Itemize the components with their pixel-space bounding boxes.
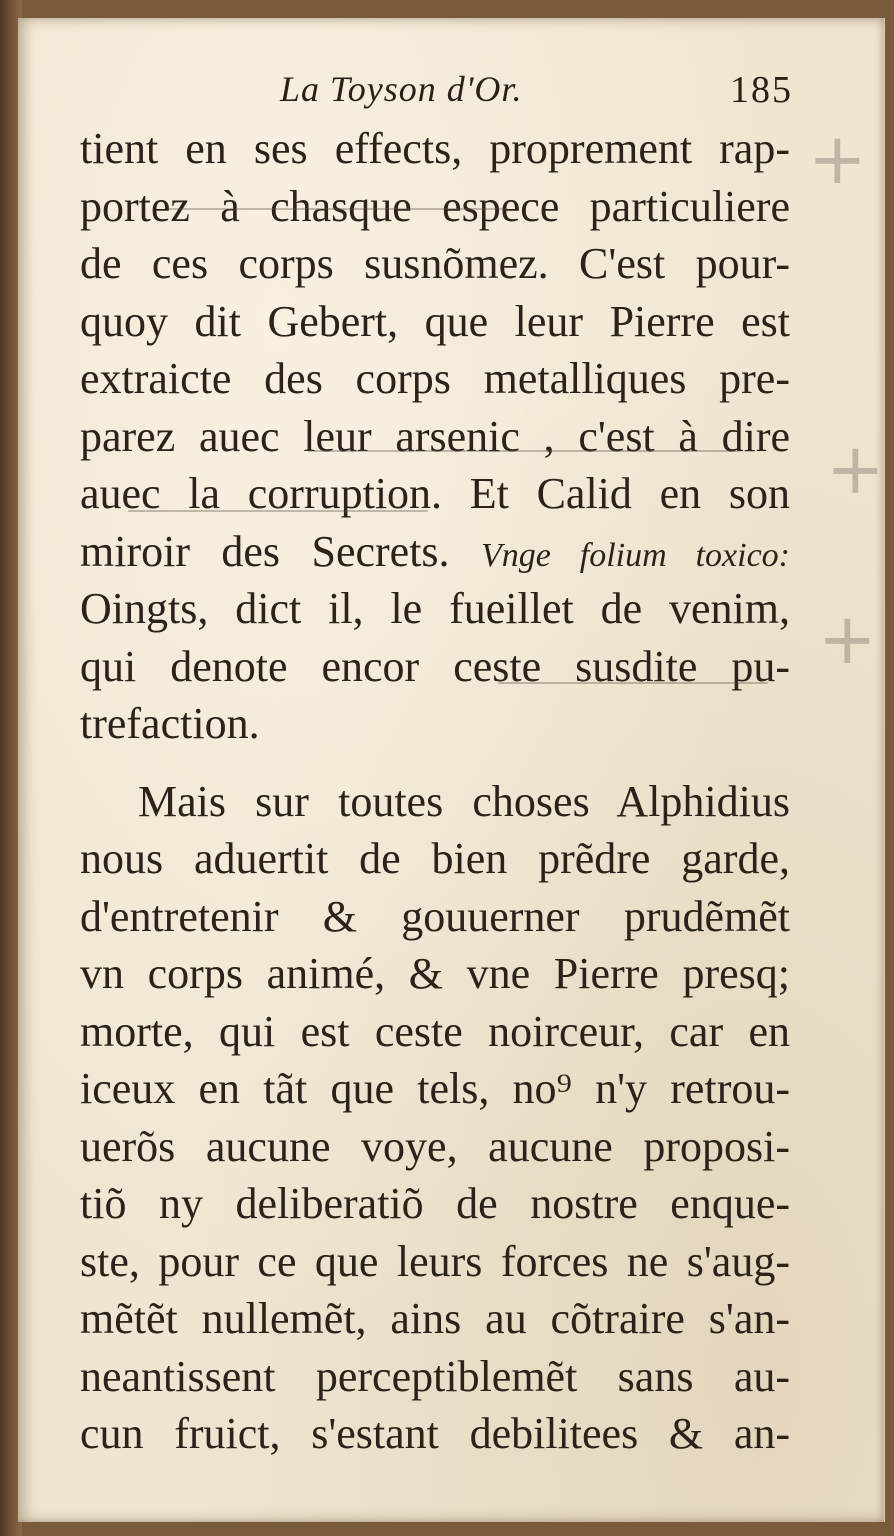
- text-line: de ces corps susnõmez. C'est pour-: [80, 239, 790, 288]
- latin-quote: Vnge folium toxico:: [480, 536, 790, 574]
- text-line: vn corps animé, & vne Pierre presq;: [80, 949, 790, 998]
- margin-plus-mark: +: [808, 118, 867, 200]
- page-number: 185: [730, 69, 793, 111]
- text-line: mẽtẽt nullemẽt, ains au cõtraire s'an-: [80, 1294, 790, 1343]
- page-header: [18, 68, 884, 124]
- text-line: extraicte des corps metalliques pre-: [80, 354, 790, 403]
- running-title: La Toyson d'Or.: [280, 69, 523, 109]
- text-line: parez auec leur arsenic , c'est à dire: [80, 411, 790, 461]
- text-line: quoy dit Gebert, que leur Pierre est: [80, 296, 790, 346]
- text-line-latin: [80, 523, 790, 581]
- text-line: iceux en tãt que tels, no⁹ n'y retrou-: [80, 1064, 790, 1113]
- text-line: qui denote encor ceste susdite pu-: [80, 641, 790, 691]
- text-line: Mais sur toutes choses Alphidius: [138, 776, 790, 826]
- text-line: auec la corruption. Et Calid en son: [80, 469, 790, 518]
- text-line: Oingts, dict il, le fueillet de venim,: [80, 584, 790, 633]
- text-line: trefaction.: [80, 699, 260, 748]
- text-line: cun fruict, s'estant debilitees & an-: [80, 1409, 790, 1458]
- pencil-underline: [168, 208, 508, 210]
- text-line: d'entretenir & gouuerner prudẽmẽt: [80, 891, 790, 941]
- pencil-underline: [308, 450, 738, 452]
- text-line: nous aduertit de bien prẽdre garde,: [80, 834, 790, 883]
- book-page: [18, 18, 885, 1522]
- margin-plus-mark: +: [826, 428, 885, 510]
- text-line: tient en ses effects, proprement rap-: [80, 124, 790, 173]
- paragraph-gap: [80, 753, 790, 773]
- margin-plus-mark: +: [818, 598, 877, 680]
- text-line: uerõs aucune voye, aucune proposi-: [80, 1121, 790, 1171]
- text-line: neantissent perceptiblemẽt sans au-: [80, 1351, 790, 1401]
- text-line: morte, qui est ceste noirceur, car en: [80, 1006, 790, 1056]
- text-line: tiõ ny deliberatiõ de nostre enque-: [80, 1179, 790, 1228]
- text-line: portez à chasque espece particuliere: [80, 181, 790, 231]
- pencil-underline: [498, 682, 768, 684]
- text-line: ste, pour ce que leurs forces ne s'aug-: [80, 1236, 790, 1286]
- pencil-underline: [128, 510, 428, 512]
- body-text: [80, 120, 790, 1463]
- text-fragment: miroir des Secrets.: [80, 526, 481, 576]
